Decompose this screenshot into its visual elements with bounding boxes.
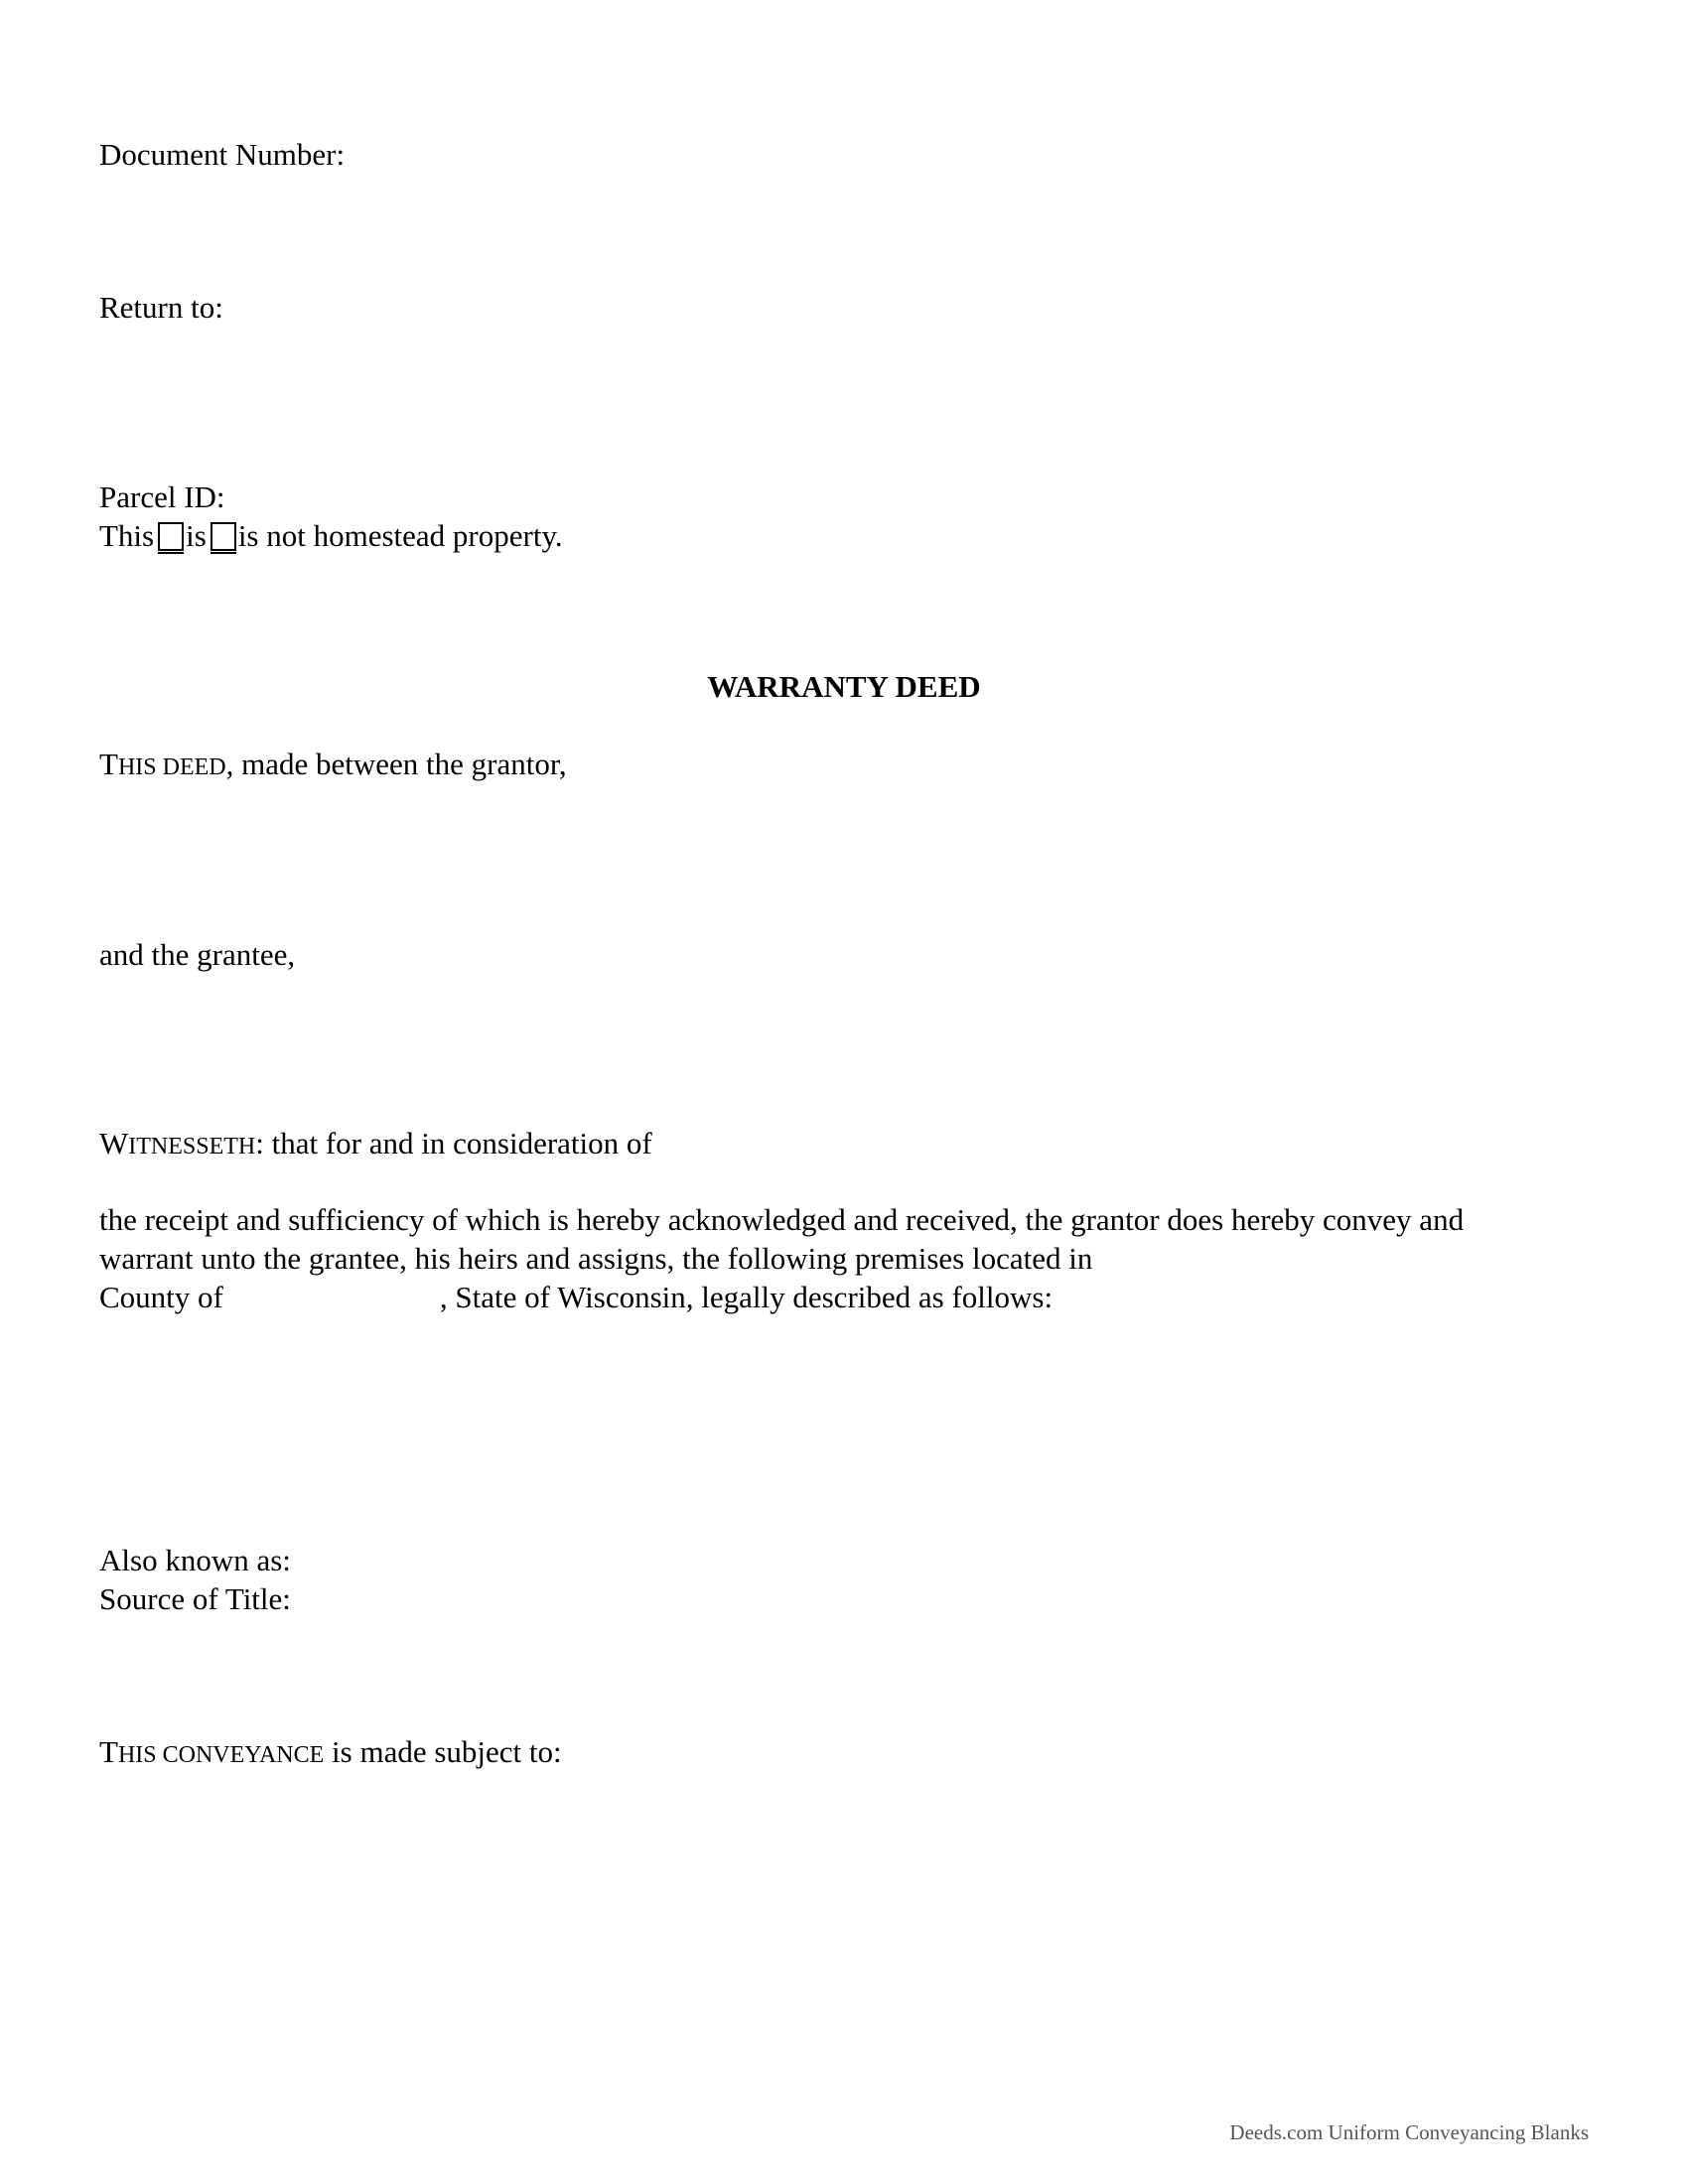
- deed-intro-caps-rest: HIS DEED: [117, 754, 226, 780]
- grantee-label: and the grantee,: [99, 937, 296, 972]
- parcel-id-label: Parcel ID:: [99, 479, 225, 514]
- homestead-is-label: is: [186, 518, 207, 553]
- document-title: WARRANTY DEED: [707, 669, 981, 704]
- conveyance-line: [99, 1733, 562, 1774]
- consideration-line-2: warrant unto the grantee, his heirs and assigns, the following premises located in: [99, 1241, 1093, 1276]
- homestead-prefix: This: [99, 518, 155, 553]
- homestead-is-not-label: is not homestead property.: [237, 518, 563, 553]
- homestead-is-not-checkbox[interactable]: [211, 522, 236, 551]
- footer-text: Deeds.com Uniform Conveyancing Blanks: [1229, 2120, 1589, 2144]
- witnesseth-line: [99, 1125, 652, 1165]
- document-number-label: Document Number:: [99, 137, 346, 172]
- homestead-line: [99, 517, 563, 555]
- deed-intro-caps-first: T: [99, 747, 118, 781]
- deed-intro: [99, 746, 567, 786]
- witnesseth-caps-rest: ITNESSETH: [128, 1134, 256, 1160]
- return-to-label: Return to:: [99, 290, 223, 325]
- source-of-title-label: Source of Title:: [99, 1581, 291, 1616]
- conveyance-caps-rest: HIS CONVEYANCE: [117, 1742, 325, 1768]
- deed-intro-text: , made between the grantor,: [225, 747, 567, 781]
- county-prefix: County of: [99, 1280, 223, 1314]
- conveyance-caps-first: T: [99, 1734, 118, 1769]
- consideration-line-1: the receipt and sufficiency of which is hereby acknowledged and received, the grantor does hereby convey and: [99, 1202, 1465, 1237]
- county-suffix: , State of Wisconsin, legally described as follows:: [439, 1280, 1054, 1314]
- homestead-is-checkbox[interactable]: [158, 522, 184, 551]
- witnesseth-text: : that for and in consideration of: [255, 1126, 652, 1160]
- witnesseth-caps-first: W: [99, 1126, 129, 1160]
- county-line: [99, 1279, 1053, 1316]
- also-known-as-label: Also known as:: [99, 1543, 291, 1577]
- conveyance-text: is made subject to:: [324, 1734, 562, 1769]
